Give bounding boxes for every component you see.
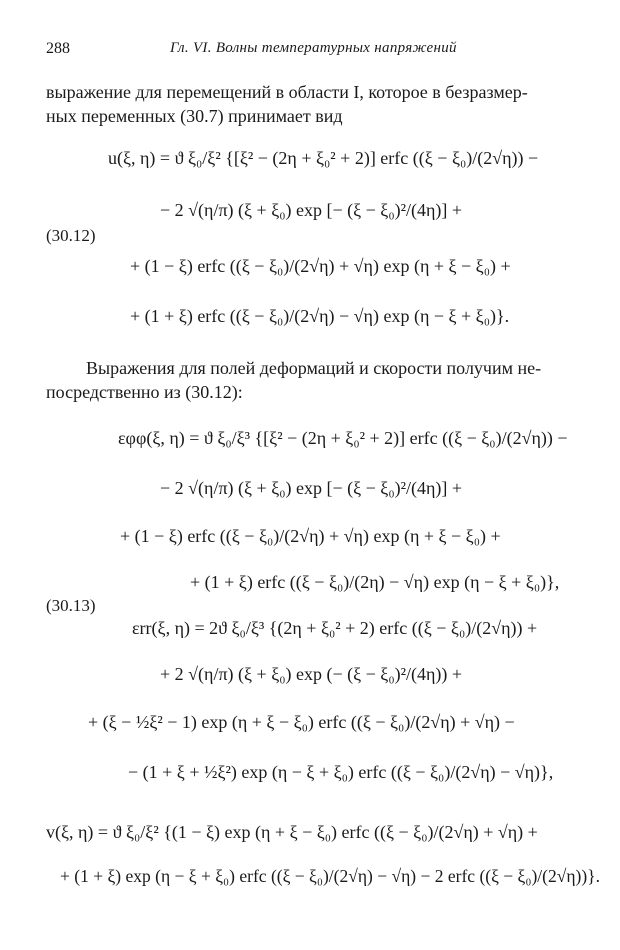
eq-30-13-line-6: + 2 √(η/π) (ξ + ξ₀) exp (− (ξ − ξ₀)²/(4η)) + bbox=[160, 664, 463, 684]
running-title: Гл. VI. Волны температурных напряжений bbox=[170, 40, 457, 56]
eq-30-13-line-2: − 2 √(η/π) (ξ + ξ₀) exp [− (ξ − ξ₀)²/(4η)] + bbox=[160, 478, 463, 498]
middle-line-1: Выражения для полей деформаций и скорости получим не- bbox=[86, 358, 542, 378]
eq-30-12-line-4: + (1 + ξ) erfc ((ξ − ξ₀)/(2√η) − √η) exp (η − ξ + ξ₀)}. bbox=[130, 306, 510, 326]
eq-v-line-1: v(ξ, η) = ϑ ξ₀/ξ² {(1 − ξ) exp (η + ξ − ξ₀) erfc ((ξ − ξ₀)/(2√η) + √η) + bbox=[46, 822, 538, 842]
eq-30-13-line-7: + (ξ − ½ξ² − 1) exp (η + ξ − ξ₀) erfc ((ξ − ξ₀)/(2√η) + √η) − bbox=[88, 712, 515, 732]
eq-30-12-line-2: − 2 √(η/π) (ξ + ξ₀) exp [− (ξ − ξ₀)²/(4η)] + bbox=[160, 200, 463, 220]
eq-30-12-line-3: + (1 − ξ) erfc ((ξ − ξ₀)/(2√η) + √η) exp (η + ξ − ξ₀) + bbox=[130, 256, 511, 276]
eq-30-13-line-8: − (1 + ξ + ½ξ²) exp (η − ξ + ξ₀) erfc ((ξ − ξ₀)/(2√η) − √η)}, bbox=[128, 762, 554, 782]
intro-line-1: выражение для перемещений в области I, которое в безразмер- bbox=[46, 82, 528, 102]
eq-30-13-line-3: + (1 − ξ) erfc ((ξ − ξ₀)/(2√η) + √η) exp (η + ξ − ξ₀) + bbox=[120, 526, 501, 546]
page-number: 288 bbox=[46, 40, 70, 57]
middle-line-2: посредственно из (30.12): bbox=[46, 382, 243, 402]
eq-30-12-line-1: u(ξ, η) = ϑ ξ₀/ξ² {[ξ² − (2η + ξ₀² + 2)] erfc ((ξ − ξ₀)/(2√η)) − bbox=[108, 148, 539, 168]
eq-30-13-line-5: εrr(ξ, η) = 2ϑ ξ₀/ξ³ {(2η + ξ₀² + 2) erfc ((ξ − ξ₀)/(2√η)) + bbox=[132, 618, 538, 638]
intro-line-2: ных переменных (30.7) принимает вид bbox=[46, 106, 343, 126]
equation-number-30-12: (30.12) bbox=[46, 226, 96, 245]
eq-30-13-line-4: + (1 + ξ) erfc ((ξ − ξ₀)/(2η) − √η) exp (η − ξ + ξ₀)}, bbox=[190, 572, 560, 592]
equation-number-30-13: (30.13) bbox=[46, 596, 96, 615]
eq-v-line-2: + (1 + ξ) exp (η − ξ + ξ₀) erfc ((ξ − ξ₀)/(2√η) − √η) − 2 erfc ((ξ − ξ₀)/(2√η))}. bbox=[60, 866, 600, 886]
eq-30-13-line-1: εφφ(ξ, η) = ϑ ξ₀/ξ³ {[ξ² − (2η + ξ₀² + 2)] erfc ((ξ − ξ₀)/(2√η)) − bbox=[118, 428, 568, 448]
